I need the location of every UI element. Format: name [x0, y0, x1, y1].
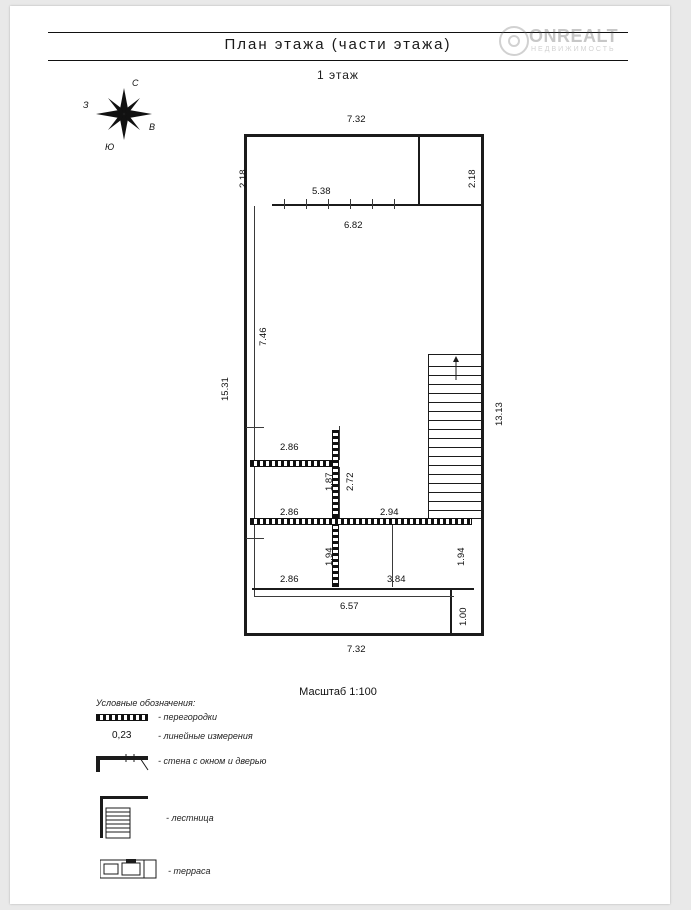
- hatched-bar-icon: [96, 714, 148, 721]
- dim-inner-left-height: 7.46: [258, 327, 269, 346]
- terrace-top-wall: [252, 588, 474, 590]
- dim-vert-187: 1.87: [324, 472, 335, 491]
- scale-label: Масштаб 1:100: [299, 686, 377, 698]
- wall-window-door-icon: [96, 752, 156, 779]
- dim-vert-194-right: 1.94: [456, 547, 467, 566]
- window-mark: [394, 199, 395, 209]
- dim-bottom-inner: 6.57: [340, 601, 359, 612]
- dim-mid-row2: 2.86: [280, 507, 299, 518]
- dim-vert-194-left: 1.94: [324, 547, 335, 566]
- compass-south-label: Ю: [105, 142, 115, 152]
- staircase: [428, 354, 482, 519]
- window-mark: [350, 199, 351, 209]
- dim-mid-right: 2.94: [380, 507, 399, 518]
- dim-top-width: 7.32: [347, 114, 366, 125]
- window-mark: [284, 199, 285, 209]
- floor-plan-drawing: [220, 114, 505, 655]
- legend-item-label: - терраса: [168, 866, 211, 876]
- legend-item-label: - линейные измерения: [158, 731, 253, 741]
- dim-bottom-right-small: 1.00: [458, 607, 469, 626]
- inner-line-mid: [339, 467, 340, 518]
- inner-tick-left-2: [246, 538, 264, 539]
- circle-logo-icon: [499, 26, 529, 56]
- dim-top-right-offset: 2.18: [467, 169, 478, 188]
- compass-east-label: В: [149, 122, 156, 132]
- wall-bottom: [244, 633, 484, 636]
- partition-horizontal-1: [250, 460, 336, 467]
- inner-tick-left: [246, 427, 264, 428]
- terrace-inner-line: [254, 596, 454, 597]
- window-mark: [372, 199, 373, 209]
- dim-inner-top: 5.38: [312, 186, 331, 197]
- dim-inner-top2: 6.82: [344, 220, 363, 231]
- legend-item-label: - лестница: [166, 813, 214, 823]
- terrace-icon: [100, 858, 162, 887]
- wall-niche-vertical: [418, 134, 420, 206]
- wall-upper-partition: [272, 204, 420, 206]
- legend-measure-value: 0,23: [112, 730, 132, 741]
- legend-item-label: - стена с окном и дверью: [158, 756, 267, 766]
- floor-label: 1 этаж: [317, 68, 359, 82]
- dim-bottom-segment: 3.84: [387, 574, 406, 585]
- compass-north-label: С: [132, 78, 139, 88]
- dim-bottom-width: 7.32: [347, 644, 366, 655]
- window-mark: [328, 199, 329, 209]
- compass: [82, 78, 182, 162]
- compass-rose-icon: [82, 78, 182, 162]
- watermark-brand: ONREALT: [529, 26, 619, 46]
- dim-right-height: 13.13: [494, 402, 505, 426]
- page-title: План этажа (части этажа): [224, 36, 452, 53]
- staircase-icon: [96, 794, 156, 847]
- watermark: [495, 24, 670, 64]
- dim-top-left-offset: 2.18: [238, 169, 249, 188]
- dim-vert-272: 2.72: [345, 472, 356, 491]
- stair-direction-arrow-icon: [452, 356, 460, 380]
- dim-left-height: 15.31: [220, 377, 231, 401]
- compass-west-label: З: [83, 100, 89, 110]
- window-mark: [306, 199, 307, 209]
- legend-item-label: - перегородки: [158, 712, 218, 722]
- dim-mid-row3: 2.86: [280, 574, 299, 585]
- legend-title: Условные обозначения:: [96, 698, 196, 708]
- wall-left: [244, 134, 247, 636]
- inner-line-left: [254, 206, 255, 428]
- document-page: [10, 6, 670, 904]
- wall-top: [244, 134, 484, 137]
- wall-niche-horizontal: [418, 204, 484, 206]
- partition-horizontal-2: [250, 518, 472, 525]
- inner-line-upper-mid: [339, 426, 340, 460]
- watermark-subtitle: НЕДВИЖИМОСТЬ: [531, 46, 616, 53]
- dim-mid-row1: 2.86: [280, 442, 299, 453]
